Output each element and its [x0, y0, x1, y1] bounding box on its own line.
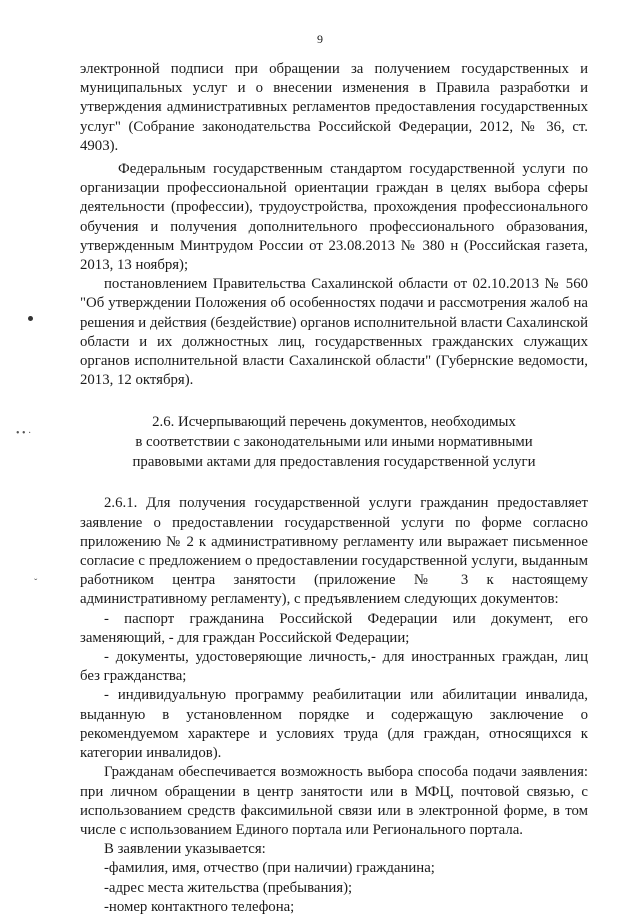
paragraph-federal-standard: Федеральным государственным стандартом государственной услуги по организации профессиональной ориентации граждан в целях выбора сферы деятельности (профессии), трудоустройства, прохождения профессионального обучения и получения дополнительного профессионального образования, утвержденным Минтрудом России от 23.08.2013 № 380 н (Российская газета, 2013, 13 ноября);	[80, 161, 588, 274]
heading-line-1: 2.6. Исчерпывающий перечень документов, необходимых	[152, 414, 516, 431]
scan-speck-mark-2: ˇ	[34, 578, 38, 589]
scan-dot-mark	[28, 316, 33, 321]
list-item-full-name: -фамилия, имя, отчество (при наличии) гражданина;	[104, 860, 435, 877]
paragraph-sakhalin-resolution: постановлением Правительства Сахалинской области от 02.10.2013 № 560 "Об утверждении Положения об особенностях подачи и рассмотрения жалоб на решения и действия (бездействие) органов исполнительной власти Сахалинской области и их должностных лиц, государственных гражданских служащих органов исполнительной власти Сахалинской области" (Губернские ведомости, 2013, 12 октября).	[80, 276, 588, 389]
document-body	[80, 60, 588, 917]
paragraph-application-contents: В заявлении указывается:	[104, 841, 266, 858]
heading-line-2: в соответствии с законодательными или иными нормативными	[135, 434, 533, 451]
paragraph-submission-methods: Гражданам обеспечивается возможность выбора способа подачи заявления: при личном обращении в центр занятости или в МФЦ, почтовой связью, с использованием средств факсимильной связи или в электронной форме, в том числе с использованием Единого портала или Регионального портала.	[80, 764, 588, 838]
page-number: 9	[317, 32, 323, 46]
paragraph-2-6-1: 2.6.1. Для получения государственной услуги гражданин предоставляет заявление о предоставлении государственной услуги по форме согласно приложению № 2 к административному регламенту или выражает письменное согласие с предложением о предоставлении государственной услуги, выданным работником центра занятости (приложение № 3 к настоящему административному регламенту), с предъявлением следующих документов:	[80, 495, 588, 608]
list-item-address: -адрес места жительства (пребывания);	[104, 879, 353, 896]
list-item-rehab-program: - индивидуальную программу реабилитации или абилитации инвалида, выданную в установленном порядке и содержащую заключение о рекомендуемом характере и условиях труда (для граждан, относящихся к категории инвалидов).	[80, 687, 588, 762]
paragraph-signature-rules: электронной подписи при обращении за получением государственных и муниципальных услуг и о внесении изменения в Правила разработки и утверждения административных регламентов предоставления государственных услуг" (Собрание законодательства Российской Федерации, 2012, № 36, ст. 4903).	[80, 61, 588, 154]
scan-speck-mark: • • ·	[16, 428, 32, 439]
heading-line-3: правовыми актами для предоставления государственной услуги	[132, 454, 536, 471]
list-item-identity-docs: - документы, удостоверяющие личность,- для иностранных граждан, лиц без гражданства;	[80, 649, 588, 685]
list-item-passport: - паспорт гражданина Российской Федерации или документ, его заменяющий, - для граждан Российской Федерации;	[80, 610, 588, 646]
section-heading-2-6	[80, 412, 588, 472]
list-item-phone: -номер контактного телефона;	[104, 898, 295, 915]
